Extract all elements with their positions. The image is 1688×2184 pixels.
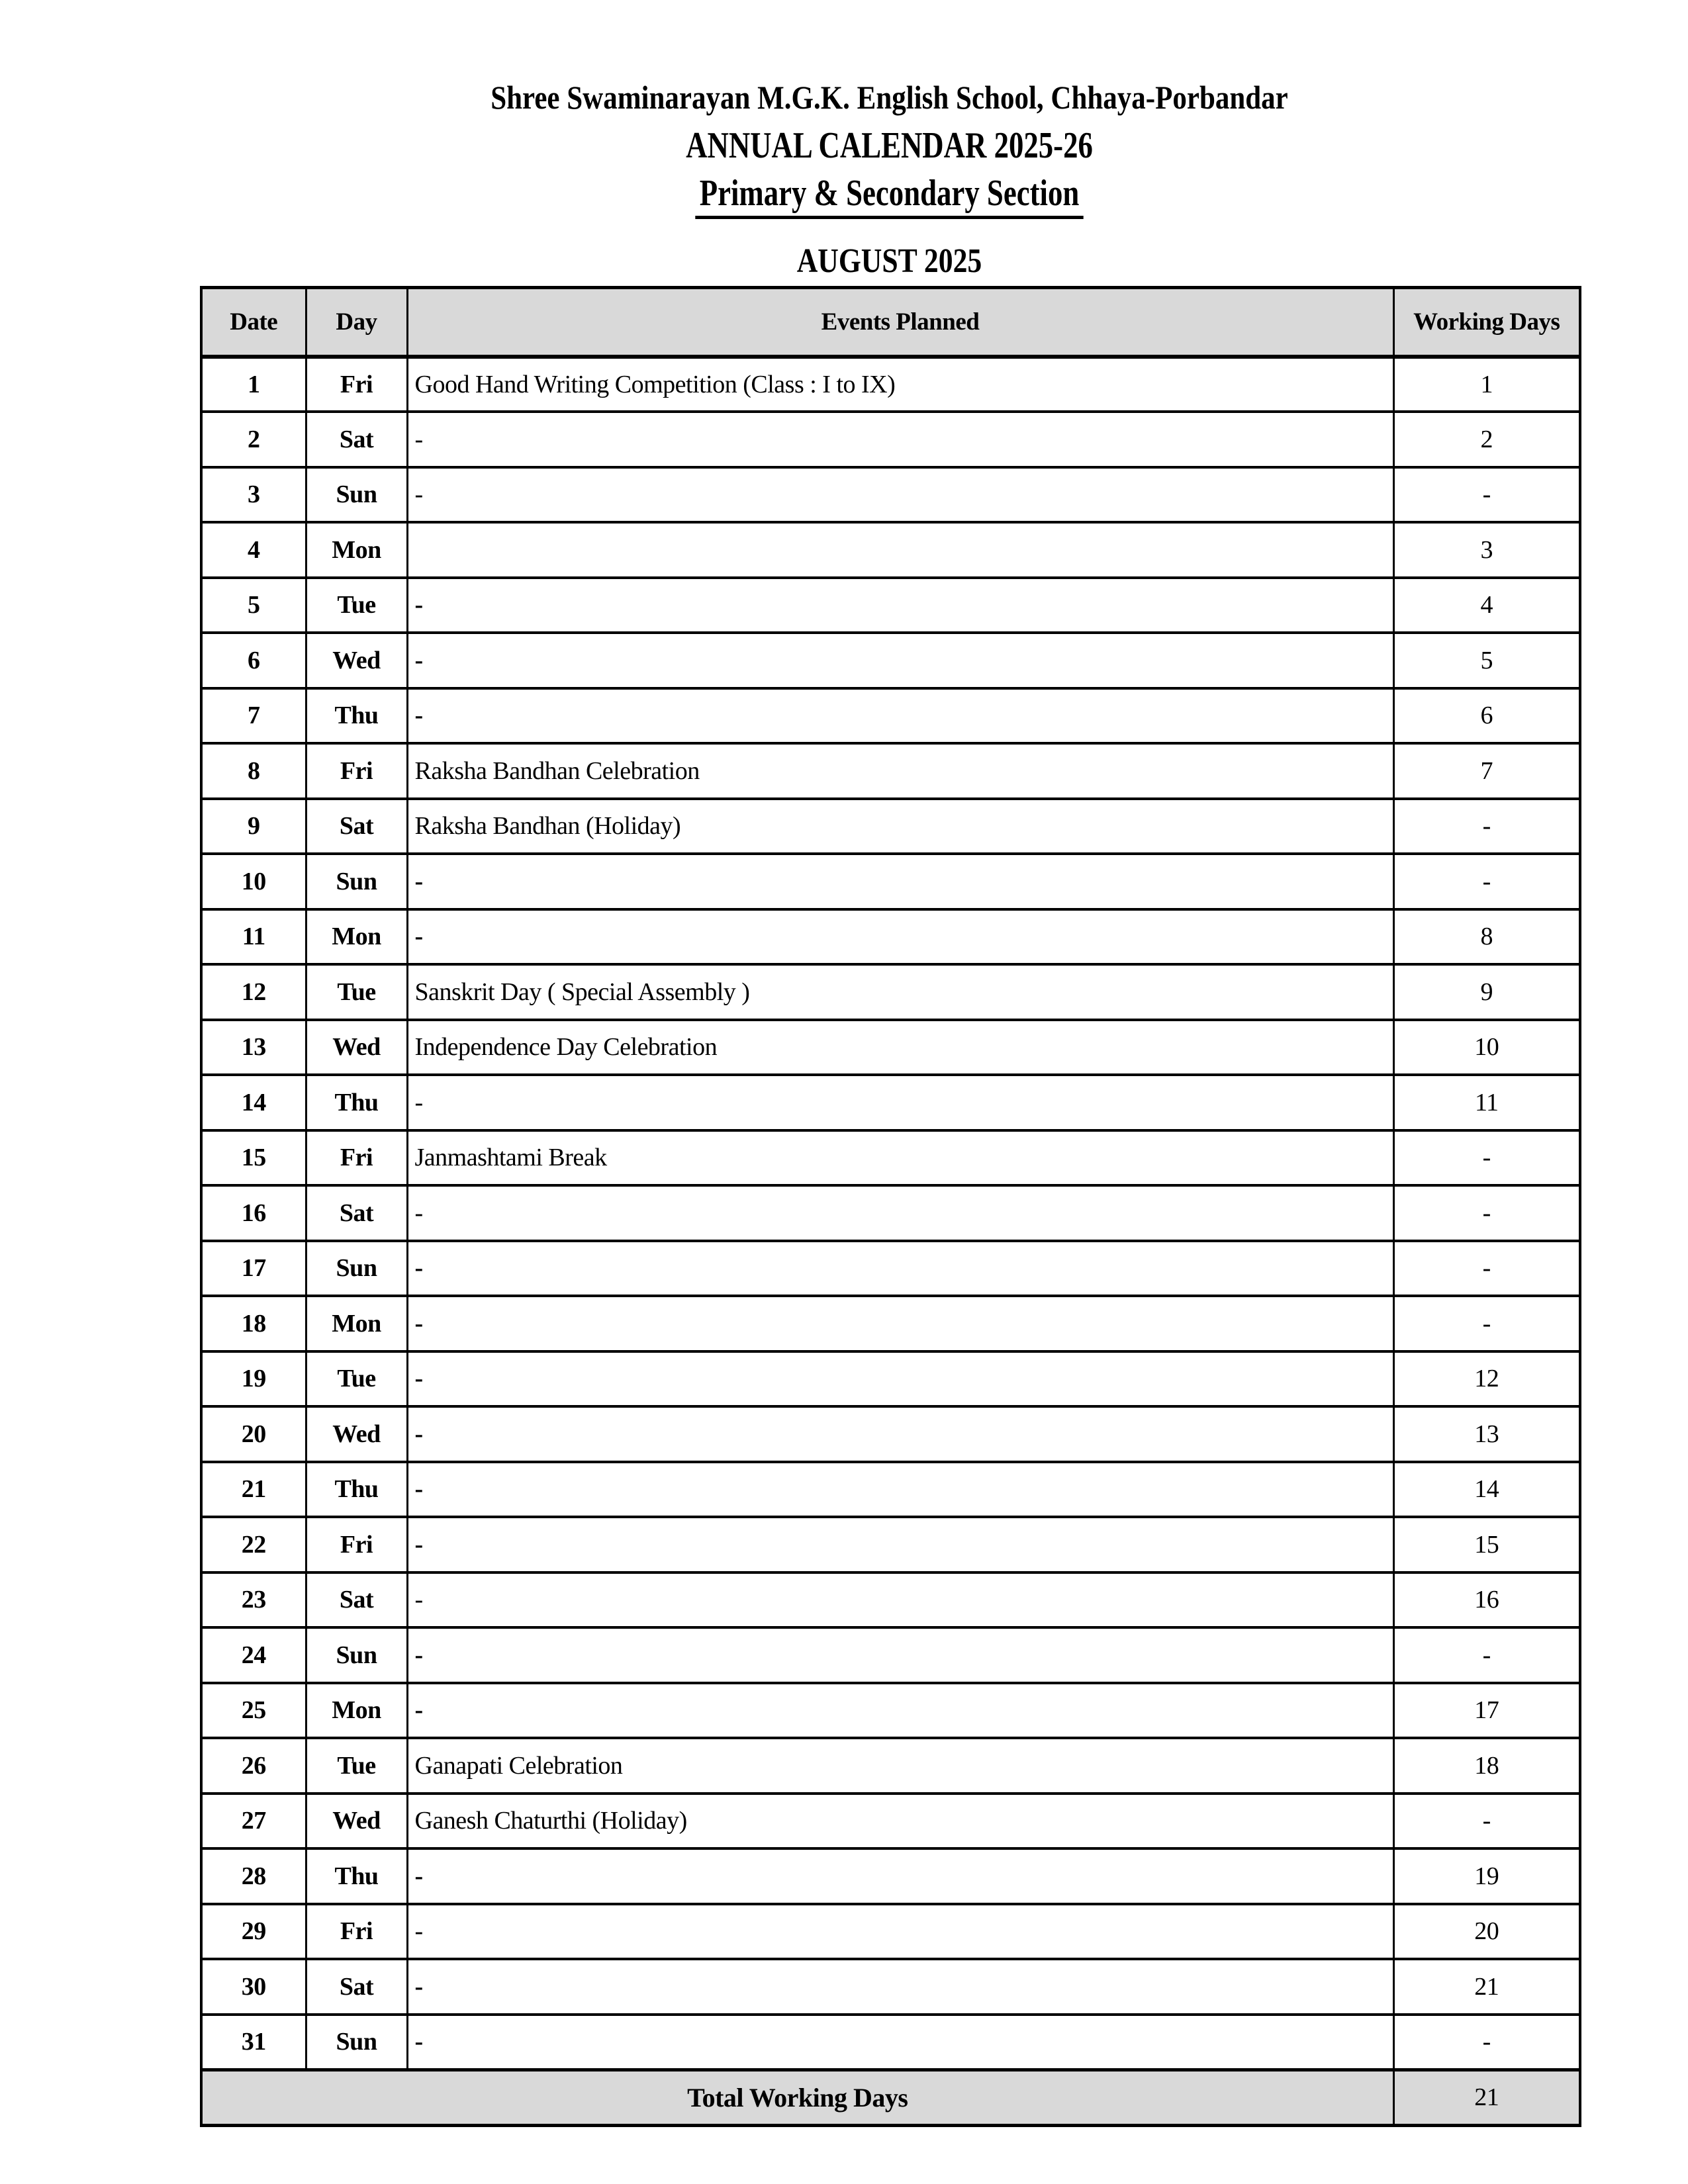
day-cell: Sun: [306, 854, 407, 909]
date-cell: 8: [201, 743, 306, 799]
date-cell: 24: [201, 1627, 306, 1683]
date-cell: 29: [201, 1904, 306, 1960]
col-header-date: Date: [201, 288, 306, 357]
calendar-row: [201, 1848, 1580, 1904]
working-days-cell: 2: [1393, 412, 1580, 467]
total-working-days-value: 21: [1393, 2070, 1580, 2125]
working-days-cell: 18: [1393, 1738, 1580, 1794]
date-cell: 17: [201, 1241, 306, 1297]
day-cell: Wed: [306, 633, 407, 688]
working-days-cell: 4: [1393, 578, 1580, 633]
month-title: AUGUST 2025: [796, 242, 982, 280]
working-days-cell: -: [1393, 1794, 1580, 1849]
event-cell: Ganapati Celebration: [407, 1738, 1393, 1794]
day-cell: Fri: [306, 1517, 407, 1572]
calendar-row: [201, 522, 1580, 578]
date-cell: 14: [201, 1075, 306, 1130]
date-cell: 2: [201, 412, 306, 467]
event-cell: -: [407, 1627, 1393, 1683]
date-cell: 15: [201, 1130, 306, 1186]
working-days-cell: 17: [1393, 1683, 1580, 1739]
date-cell: 20: [201, 1406, 306, 1462]
calendar-row: [201, 1075, 1580, 1130]
calendar-row: [201, 1296, 1580, 1351]
working-days-cell: 3: [1393, 522, 1580, 578]
calendar-row: [201, 1351, 1580, 1407]
total-working-days-label: Total Working Days: [201, 2070, 1393, 2125]
day-cell: Sat: [306, 799, 407, 854]
day-cell: Sat: [306, 1185, 407, 1241]
date-cell: 9: [201, 799, 306, 854]
calendar-row: [201, 1683, 1580, 1739]
day-cell: Fri: [306, 1130, 407, 1186]
working-days-cell: 7: [1393, 743, 1580, 799]
working-days-cell: 19: [1393, 1848, 1580, 1904]
event-cell: -: [407, 2015, 1393, 2070]
day-cell: Mon: [306, 1683, 407, 1739]
col-header-day: Day: [306, 288, 407, 357]
calendar-row: [201, 1959, 1580, 2015]
working-days-cell: -: [1393, 1241, 1580, 1297]
event-cell: [407, 522, 1393, 578]
day-cell: Mon: [306, 1296, 407, 1351]
date-cell: 6: [201, 633, 306, 688]
day-cell: Tue: [306, 1351, 407, 1407]
event-cell: -: [407, 1351, 1393, 1407]
day-cell: Mon: [306, 909, 407, 965]
calendar-row: [201, 578, 1580, 633]
working-days-cell: 8: [1393, 909, 1580, 965]
event-cell: -: [407, 1406, 1393, 1462]
school-name: Shree Swaminarayan M.G.K. English School, Chhaya-Porbandar: [491, 79, 1288, 116]
working-days-cell: 9: [1393, 964, 1580, 1020]
day-cell: Sun: [306, 1241, 407, 1297]
calendar-row: [201, 799, 1580, 854]
event-cell: Janmashtami Break: [407, 1130, 1393, 1186]
calendar-row: [201, 1572, 1580, 1628]
calendar-row: [201, 1462, 1580, 1518]
total-row: [201, 2070, 1580, 2125]
day-cell: Sun: [306, 467, 407, 523]
day-cell: Sat: [306, 412, 407, 467]
event-cell: Sanskrit Day ( Special Assembly ): [407, 964, 1393, 1020]
working-days-cell: 6: [1393, 688, 1580, 744]
event-cell: Good Hand Writing Competition (Class : I to IX): [407, 357, 1393, 412]
calendar-row: [201, 467, 1580, 523]
working-days-cell: -: [1393, 1296, 1580, 1351]
calendar-page: [200, 0, 1579, 2127]
day-cell: Fri: [306, 357, 407, 412]
day-cell: Tue: [306, 578, 407, 633]
event-cell: -: [407, 1848, 1393, 1904]
working-days-cell: -: [1393, 2015, 1580, 2070]
working-days-cell: 13: [1393, 1406, 1580, 1462]
event-cell: -: [407, 688, 1393, 744]
calendar-row: [201, 688, 1580, 744]
event-cell: -: [407, 1683, 1393, 1739]
calendar-row: [201, 1130, 1580, 1186]
calendar-row: [201, 412, 1580, 467]
date-cell: 19: [201, 1351, 306, 1407]
event-cell: -: [407, 1904, 1393, 1960]
event-cell: -: [407, 467, 1393, 523]
calendar-row: [201, 1241, 1580, 1297]
date-cell: 27: [201, 1794, 306, 1849]
working-days-cell: -: [1393, 799, 1580, 854]
calendar-row: [201, 1627, 1580, 1683]
calendar-row: [201, 2015, 1580, 2070]
day-cell: Fri: [306, 1904, 407, 1960]
event-cell: -: [407, 854, 1393, 909]
working-days-cell: -: [1393, 854, 1580, 909]
working-days-cell: 5: [1393, 633, 1580, 688]
calendar-row: [201, 909, 1580, 965]
day-cell: Thu: [306, 1848, 407, 1904]
working-days-cell: -: [1393, 1185, 1580, 1241]
col-header-events-planned: Events Planned: [407, 288, 1393, 357]
event-cell: -: [407, 578, 1393, 633]
working-days-cell: 10: [1393, 1020, 1580, 1075]
working-days-cell: 16: [1393, 1572, 1580, 1628]
day-cell: Sat: [306, 1572, 407, 1628]
calendar-row: [201, 1904, 1580, 1960]
day-cell: Fri: [306, 743, 407, 799]
event-cell: -: [407, 1185, 1393, 1241]
event-cell: -: [407, 1572, 1393, 1628]
event-cell: -: [407, 412, 1393, 467]
event-cell: -: [407, 1075, 1393, 1130]
day-cell: Wed: [306, 1406, 407, 1462]
date-cell: 16: [201, 1185, 306, 1241]
section-title-line: [338, 172, 1440, 219]
date-cell: 26: [201, 1738, 306, 1794]
calendar-row: [201, 1406, 1580, 1462]
date-cell: 4: [201, 522, 306, 578]
annual-calendar-title: ANNUAL CALENDAR 2025-26: [686, 125, 1093, 166]
working-days-cell: -: [1393, 1130, 1580, 1186]
day-cell: Thu: [306, 1075, 407, 1130]
day-cell: Sun: [306, 1627, 407, 1683]
calendar-row: [201, 854, 1580, 909]
event-cell: -: [407, 1296, 1393, 1351]
date-cell: 10: [201, 854, 306, 909]
calendar-row: [201, 1020, 1580, 1075]
date-cell: 12: [201, 964, 306, 1020]
calendar-row: [201, 633, 1580, 688]
calendar-row: [201, 964, 1580, 1020]
event-cell: -: [407, 1517, 1393, 1572]
event-cell: Raksha Bandhan Celebration: [407, 743, 1393, 799]
date-cell: 3: [201, 467, 306, 523]
day-cell: Thu: [306, 1462, 407, 1518]
working-days-cell: 1: [1393, 357, 1580, 412]
day-cell: Thu: [306, 688, 407, 744]
calendar-row: [201, 357, 1580, 412]
day-cell: Sat: [306, 1959, 407, 2015]
date-cell: 13: [201, 1020, 306, 1075]
working-days-cell: 20: [1393, 1904, 1580, 1960]
date-cell: 5: [201, 578, 306, 633]
day-cell: Tue: [306, 1738, 407, 1794]
date-cell: 1: [201, 357, 306, 412]
date-cell: 28: [201, 1848, 306, 1904]
date-cell: 7: [201, 688, 306, 744]
working-days-cell: 12: [1393, 1351, 1580, 1407]
calendar-row: [201, 1738, 1580, 1794]
calendar-row: [201, 1185, 1580, 1241]
working-days-cell: -: [1393, 1627, 1580, 1683]
day-cell: Mon: [306, 522, 407, 578]
working-days-cell: 21: [1393, 1959, 1580, 2015]
event-cell: -: [407, 1959, 1393, 2015]
event-cell: -: [407, 1462, 1393, 1518]
date-cell: 23: [201, 1572, 306, 1628]
working-days-cell: 11: [1393, 1075, 1580, 1130]
section-title: Primary & Secondary Section: [695, 172, 1083, 219]
working-days-cell: -: [1393, 467, 1580, 523]
event-cell: -: [407, 1241, 1393, 1297]
event-cell: Independence Day Celebration: [407, 1020, 1393, 1075]
event-cell: -: [407, 909, 1393, 965]
working-days-cell: 14: [1393, 1462, 1580, 1518]
calendar-row: [201, 1794, 1580, 1849]
date-cell: 21: [201, 1462, 306, 1518]
date-cell: 31: [201, 2015, 306, 2070]
day-cell: Sun: [306, 2015, 407, 2070]
day-cell: Wed: [306, 1020, 407, 1075]
date-cell: 22: [201, 1517, 306, 1572]
day-cell: Wed: [306, 1794, 407, 1849]
august-calendar-table: [200, 286, 1581, 2127]
day-cell: Tue: [306, 964, 407, 1020]
date-cell: 30: [201, 1959, 306, 2015]
working-days-cell: 15: [1393, 1517, 1580, 1572]
date-cell: 25: [201, 1683, 306, 1739]
calendar-row: [201, 743, 1580, 799]
calendar-row: [201, 1517, 1580, 1572]
col-header-working-days: Working Days: [1393, 288, 1580, 357]
date-cell: 18: [201, 1296, 306, 1351]
table-header-row: [201, 288, 1580, 357]
event-cell: Ganesh Chaturthi (Holiday): [407, 1794, 1393, 1849]
event-cell: Raksha Bandhan (Holiday): [407, 799, 1393, 854]
date-cell: 11: [201, 909, 306, 965]
event-cell: -: [407, 633, 1393, 688]
